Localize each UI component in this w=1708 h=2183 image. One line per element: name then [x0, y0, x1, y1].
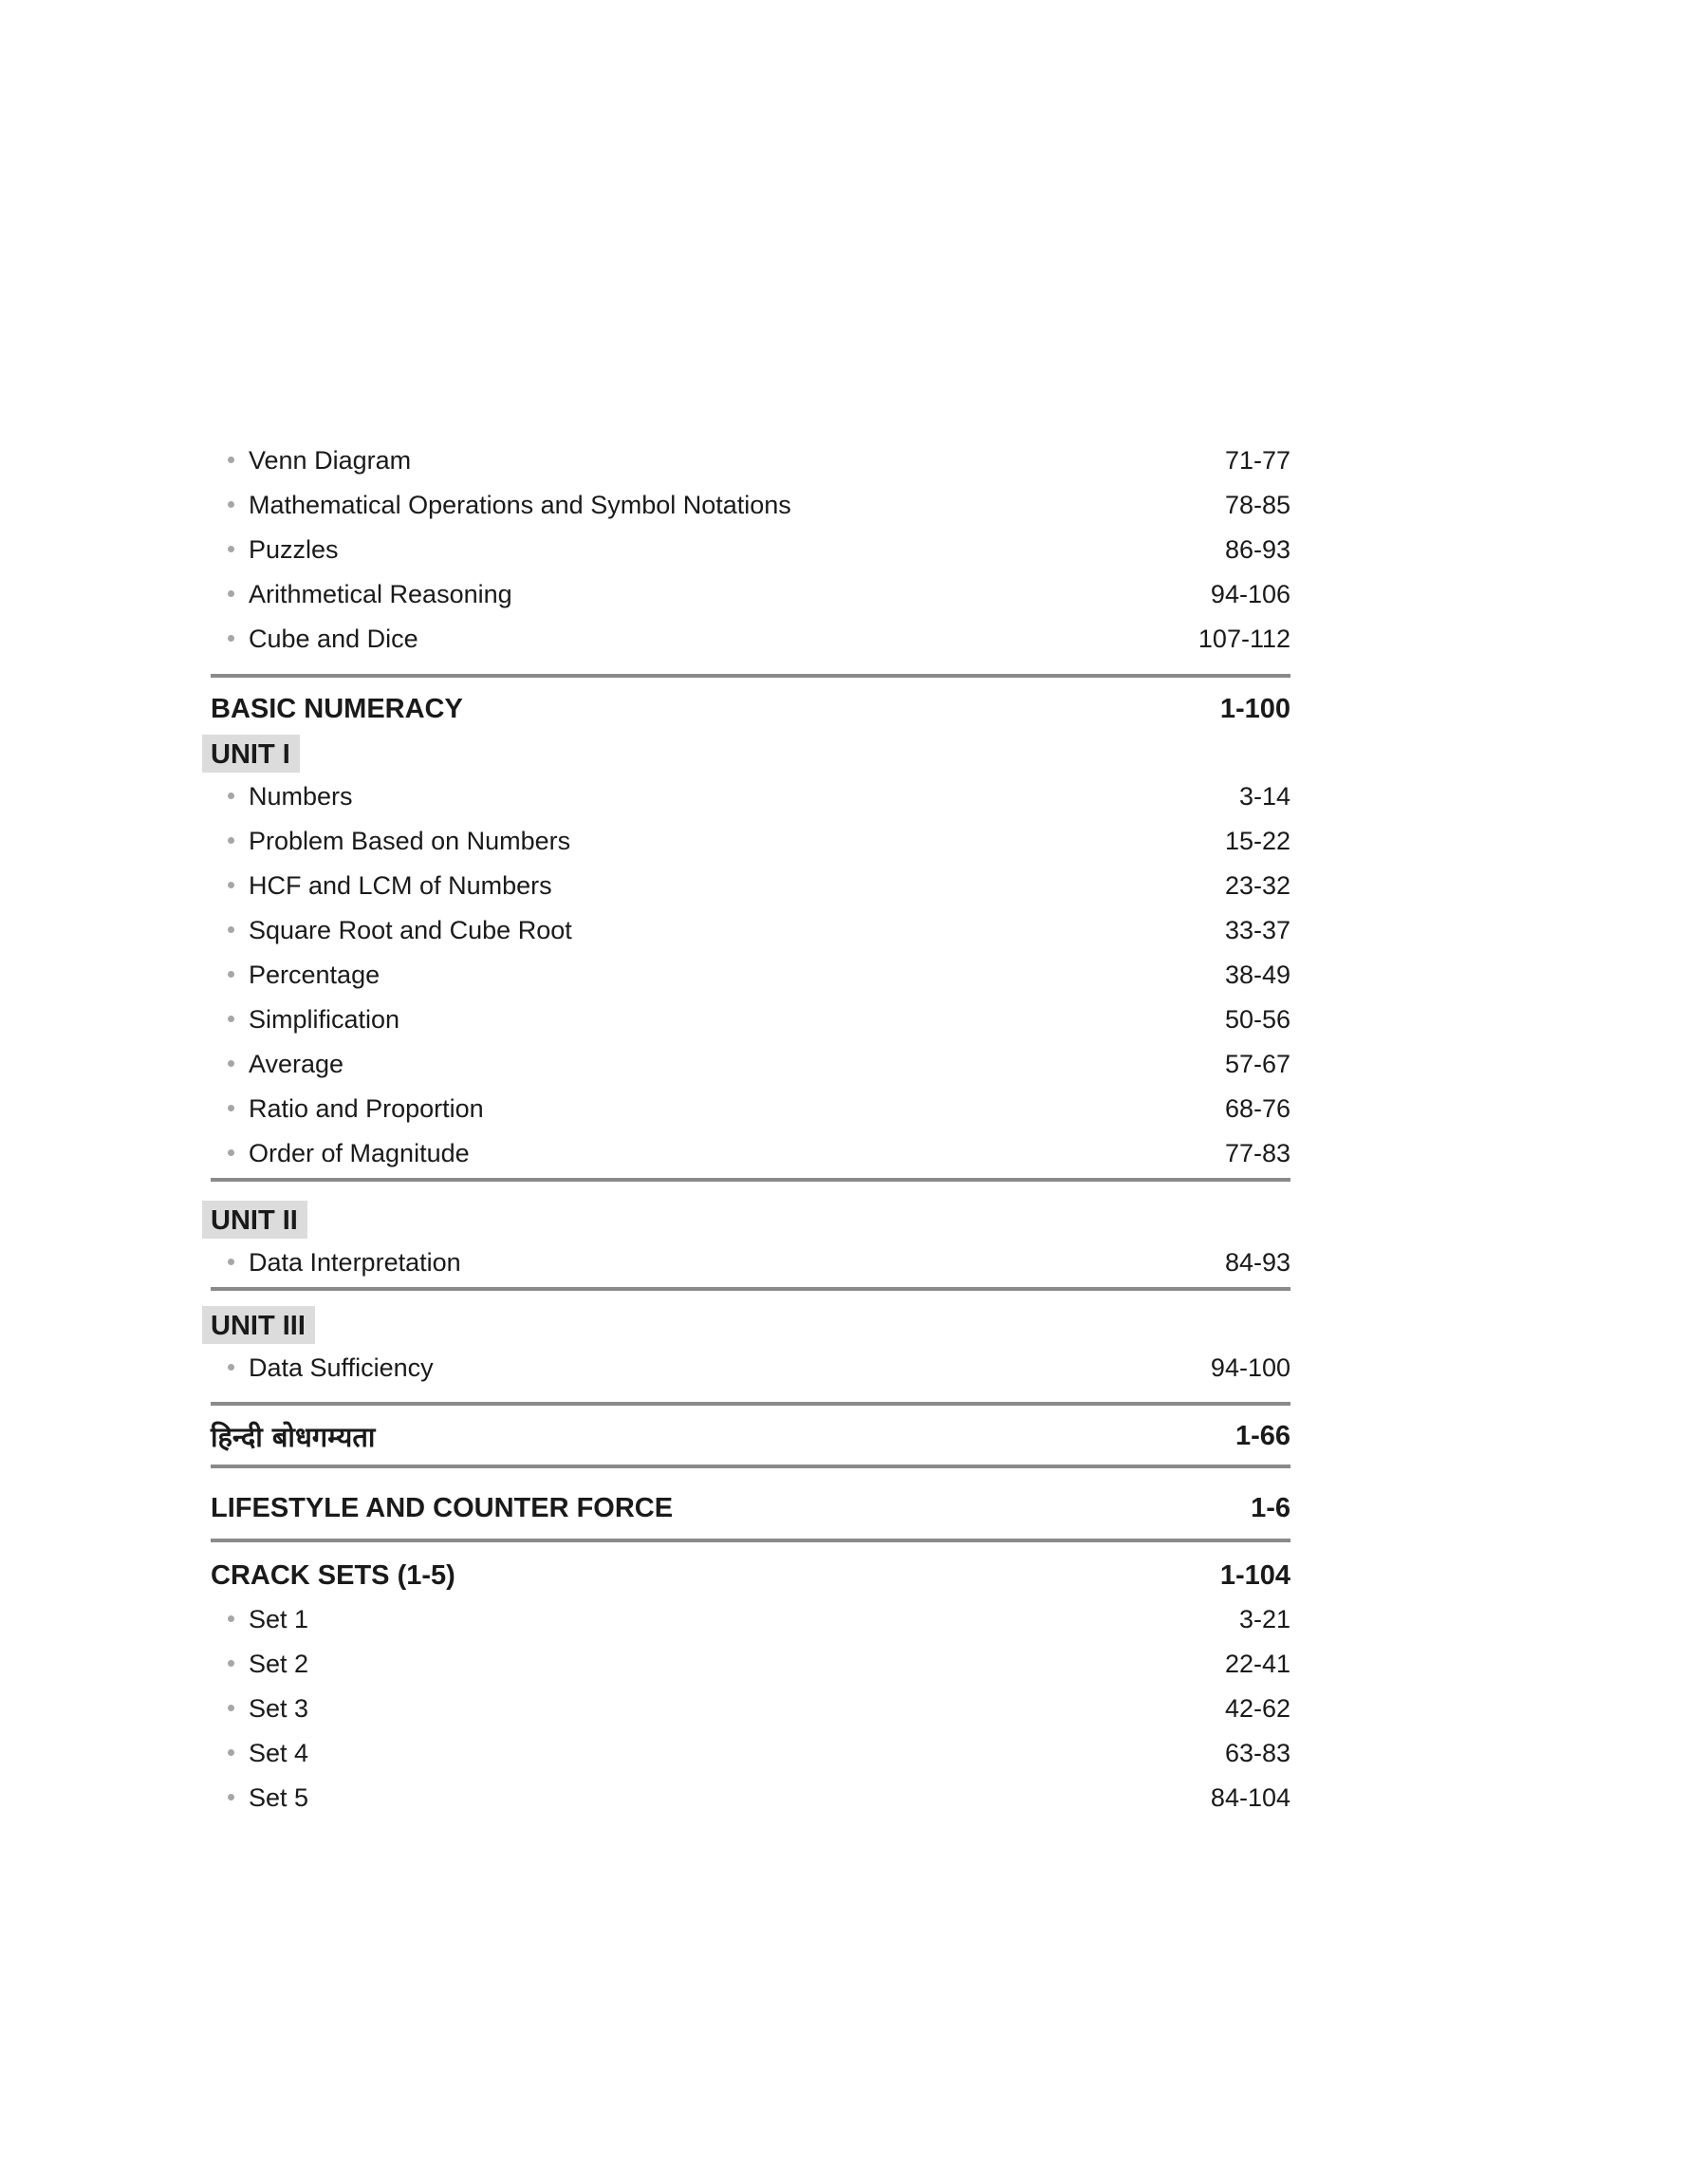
entry-title-wrap	[228, 1605, 308, 1634]
toc-entry[interactable]	[211, 1131, 1290, 1176]
entry-title: Percentage	[249, 961, 381, 989]
entry-pages: 23-32	[1224, 871, 1290, 900]
entry-title-wrap	[228, 1050, 343, 1079]
section-pages: 1-66	[1235, 1420, 1290, 1451]
entry-pages: 94-106	[1210, 580, 1290, 608]
entry-title: Cube and Dice	[249, 625, 418, 653]
toc-entry[interactable]	[211, 774, 1290, 819]
section-pages: 1-6	[1251, 1492, 1290, 1523]
entry-pages: 71-77	[1224, 446, 1290, 475]
entry-title-wrap	[228, 1353, 434, 1383]
unit-heading	[211, 1199, 1290, 1241]
entry-pages: 15-22	[1224, 827, 1290, 855]
entry-title-wrap	[228, 446, 411, 476]
section-title: CRACK SETS (1-5)	[211, 1559, 455, 1591]
bullet-icon	[228, 882, 234, 888]
bullet-icon	[228, 926, 234, 933]
bullet-icon	[228, 793, 234, 799]
entry-pages: 86-93	[1224, 535, 1290, 564]
entry-title-wrap	[228, 1139, 470, 1168]
bullet-icon	[228, 590, 234, 597]
entry-title: Data Sufficiency	[249, 1353, 434, 1382]
entry-pages: 57-67	[1224, 1050, 1290, 1078]
bullet-icon	[228, 971, 234, 978]
entry-title: Mathematical Operations and Symbol Notations	[249, 491, 791, 519]
toc-entry[interactable]	[211, 1241, 1290, 1285]
entry-title-wrap	[228, 625, 418, 654]
entry-title: Set 1	[249, 1605, 309, 1633]
divider	[211, 674, 1290, 678]
toc-entry[interactable]	[211, 438, 1290, 483]
bullet-icon	[228, 1794, 234, 1801]
unit-heading	[211, 1304, 1290, 1346]
bullet-icon	[228, 1749, 234, 1756]
bullet-icon	[228, 457, 234, 463]
entry-pages: 3-21	[1238, 1605, 1290, 1633]
entry-pages: 77-83	[1224, 1139, 1290, 1167]
entry-title: Set 2	[249, 1650, 309, 1678]
entry-pages: 107-112	[1197, 625, 1290, 653]
entry-title-wrap	[228, 916, 572, 945]
divider	[211, 1539, 1290, 1542]
entry-title: Average	[249, 1050, 344, 1078]
section-pages: 1-104	[1219, 1559, 1290, 1591]
entry-title: Square Root and Cube Root	[249, 916, 572, 944]
entry-title: Puzzles	[249, 535, 339, 564]
toc-entry[interactable]	[211, 1731, 1290, 1776]
toc-entry[interactable]	[211, 1087, 1290, 1131]
entry-title-wrap	[228, 871, 552, 901]
toc-entry[interactable]	[211, 998, 1290, 1042]
entry-title-wrap	[228, 535, 339, 565]
entry-pages: 84-104	[1210, 1783, 1290, 1812]
entry-pages: 78-85	[1224, 491, 1290, 519]
entry-title: Ratio and Proportion	[249, 1094, 484, 1123]
toc-entry[interactable]	[211, 953, 1290, 998]
toc-entry[interactable]	[211, 1042, 1290, 1087]
toc-entry[interactable]	[211, 1687, 1290, 1731]
entry-pages: 50-56	[1224, 1005, 1290, 1034]
unit-entries	[211, 774, 1290, 1176]
unit-label: UNIT I	[202, 735, 300, 773]
entry-title-wrap	[228, 1694, 308, 1724]
unit-label: UNIT III	[202, 1306, 315, 1344]
bullet-icon	[228, 1364, 234, 1371]
entry-title: HCF and LCM of Numbers	[249, 871, 552, 900]
toc-entry[interactable]	[211, 1346, 1290, 1390]
divider	[211, 1287, 1290, 1291]
crack-sets-entries	[211, 1597, 1290, 1820]
entry-title: Simplification	[249, 1005, 400, 1034]
entry-title: Problem Based on Numbers	[249, 827, 571, 855]
toc-entry[interactable]	[211, 1642, 1290, 1687]
entry-pages: 68-76	[1224, 1094, 1290, 1123]
entry-pages: 38-49	[1224, 961, 1290, 989]
entry-title-wrap	[228, 827, 570, 856]
bullet-icon	[228, 1060, 234, 1067]
divider	[211, 1465, 1290, 1468]
entry-title-wrap	[228, 961, 380, 990]
top-entries	[211, 438, 1290, 662]
entry-pages: 42-62	[1224, 1694, 1290, 1723]
entry-pages: 63-83	[1224, 1739, 1290, 1767]
divider	[211, 1402, 1290, 1406]
entry-title-wrap	[228, 782, 353, 812]
entry-title-wrap	[228, 1094, 484, 1124]
entry-pages: 94-100	[1210, 1353, 1290, 1382]
entry-title: Set 3	[249, 1694, 309, 1723]
bullet-icon	[228, 837, 234, 844]
table-of-contents	[211, 438, 1290, 1820]
entry-title-wrap	[228, 580, 512, 609]
section-heading[interactable]	[211, 1554, 1290, 1597]
entry-title: Venn Diagram	[249, 446, 412, 475]
section-heading[interactable]	[211, 1485, 1290, 1531]
toc-entry[interactable]	[211, 1776, 1290, 1820]
section-heading[interactable]	[211, 685, 1290, 733]
toc-entry[interactable]	[211, 1597, 1290, 1642]
bullet-icon	[228, 546, 234, 552]
entry-title: Set 4	[249, 1739, 309, 1767]
bullet-icon	[228, 1105, 234, 1111]
entry-pages: 3-14	[1238, 782, 1290, 811]
entry-pages: 22-41	[1224, 1650, 1290, 1678]
entry-title-wrap	[228, 1650, 308, 1679]
bullet-icon	[228, 1149, 234, 1156]
bullet-icon	[228, 1705, 234, 1711]
unit-heading	[211, 733, 1290, 774]
toc-entry[interactable]	[211, 864, 1290, 908]
section-heading[interactable]	[211, 1413, 1290, 1459]
unit-label: UNIT II	[202, 1201, 307, 1239]
entry-title: Data Interpretation	[249, 1248, 461, 1277]
entry-pages: 33-37	[1224, 916, 1290, 944]
toc-entry[interactable]	[211, 617, 1290, 662]
entry-title-wrap	[228, 1248, 461, 1278]
bullet-icon	[228, 1016, 234, 1022]
toc-entry[interactable]	[211, 819, 1290, 864]
entry-title: Arithmetical Reasoning	[249, 580, 512, 608]
toc-entry[interactable]	[211, 483, 1290, 528]
bullet-icon	[228, 1615, 234, 1622]
entry-title: Order of Magnitude	[249, 1139, 470, 1167]
entry-title-wrap	[228, 1783, 308, 1813]
bullet-icon	[228, 1660, 234, 1667]
entry-title: Set 5	[249, 1783, 309, 1812]
section-title: BASIC NUMERACY	[211, 693, 463, 724]
entry-title-wrap	[228, 1005, 399, 1035]
entry-title-wrap	[228, 1739, 308, 1768]
toc-entry[interactable]	[211, 528, 1290, 572]
bullet-icon	[228, 501, 234, 508]
divider	[211, 1178, 1290, 1182]
section-pages: 1-100	[1219, 693, 1290, 724]
entry-pages: 84-93	[1224, 1248, 1290, 1277]
bullet-icon	[228, 635, 234, 642]
toc-entry[interactable]	[211, 908, 1290, 953]
section-title: LIFESTYLE AND COUNTER FORCE	[211, 1492, 674, 1523]
bullet-icon	[228, 1259, 234, 1265]
section-title: हिन्दी बोधगम्यता	[211, 1420, 376, 1453]
entry-title: Numbers	[249, 782, 353, 811]
toc-entry[interactable]	[211, 572, 1290, 617]
entry-title-wrap	[228, 491, 791, 520]
